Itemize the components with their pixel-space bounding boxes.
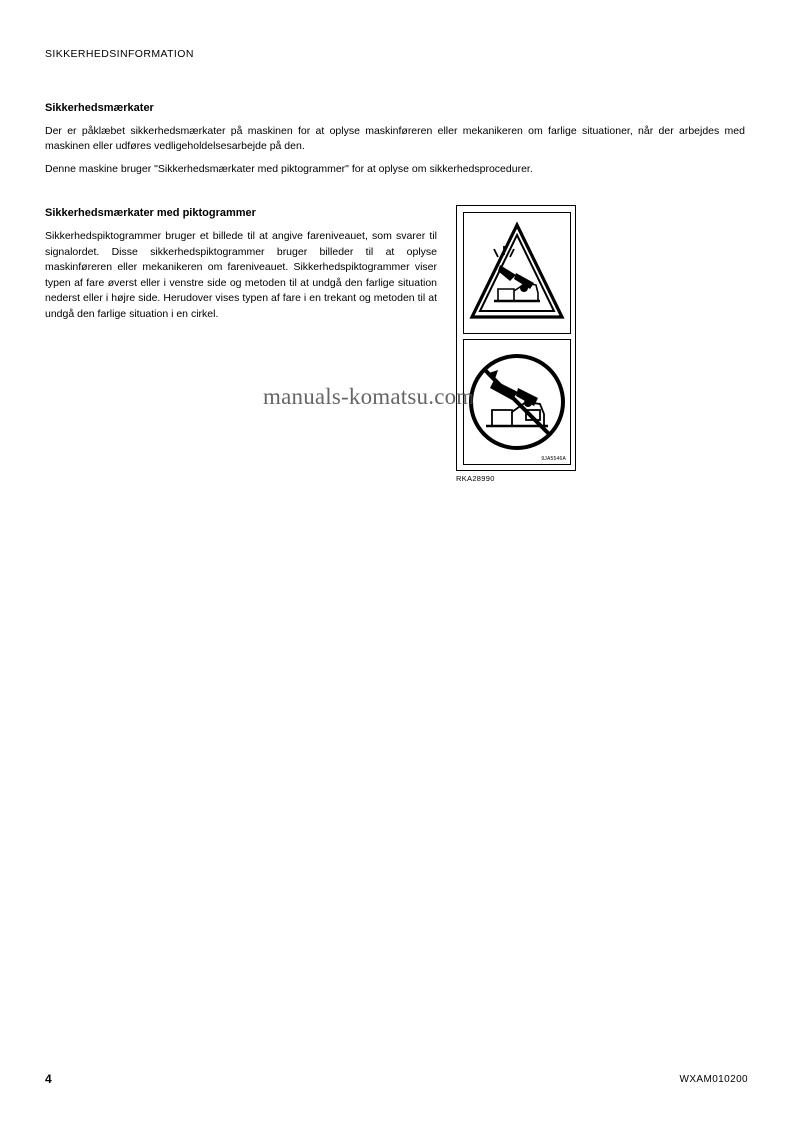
paragraph-safety-labels-pictograms: Denne maskine bruger "Sikkerhedsmærkater med piktogrammer" for at oplyse om sikkerhedsprocedurer. [45,163,533,175]
prohibition-circle-icon [464,340,570,464]
section-title-sikkerhedsmaerkater: Sikkerhedsmærkater [45,102,154,114]
footer-document-code: WXAM010200 [679,1074,748,1085]
section-title-piktogrammer: Sikkerhedsmærkater med piktogrammer [45,207,256,219]
warning-triangle-pictogram [463,212,571,334]
paragraph-pictogram-description: Sikkerhedspiktogrammer bruger et billede til at angive fareniveauet, som svarer til signalordet. Disse sikkerhedspiktogrammer bruger billeder til at oplyse maskinføreren eller mekanikeren om fareniveauet. Sikkerhedspiktogrammer viser typen af fare øverst eller i venstre side og metoden til at undgå den farlige situation nederst eller i højre side. Herudover vises typen af fare i en trekant og metoden til at undgå den farlige situation i en cirkel. [45,230,437,320]
footer-page-number: 4 [45,1072,52,1086]
safety-label-figure [456,205,576,471]
figure-caption: RKA28990 [456,474,495,483]
paragraph-safety-labels-intro: Der er påklæbet sikkerhedsmærkater på maskinen for at oplyse maskinføreren eller mekanikeren om farlige situationer, når der arbejdes med maskinen eller udføres vedligeholdelsesarbejde på den. [45,125,745,152]
warning-triangle-icon [464,213,570,333]
watermark-text: manuals-komatsu.com [263,384,475,409]
prohibition-circle-pictogram [463,339,571,465]
figure-inner-code: 9JA5546A [541,456,566,462]
page-header: SIKKERHEDSINFORMATION [45,48,194,60]
